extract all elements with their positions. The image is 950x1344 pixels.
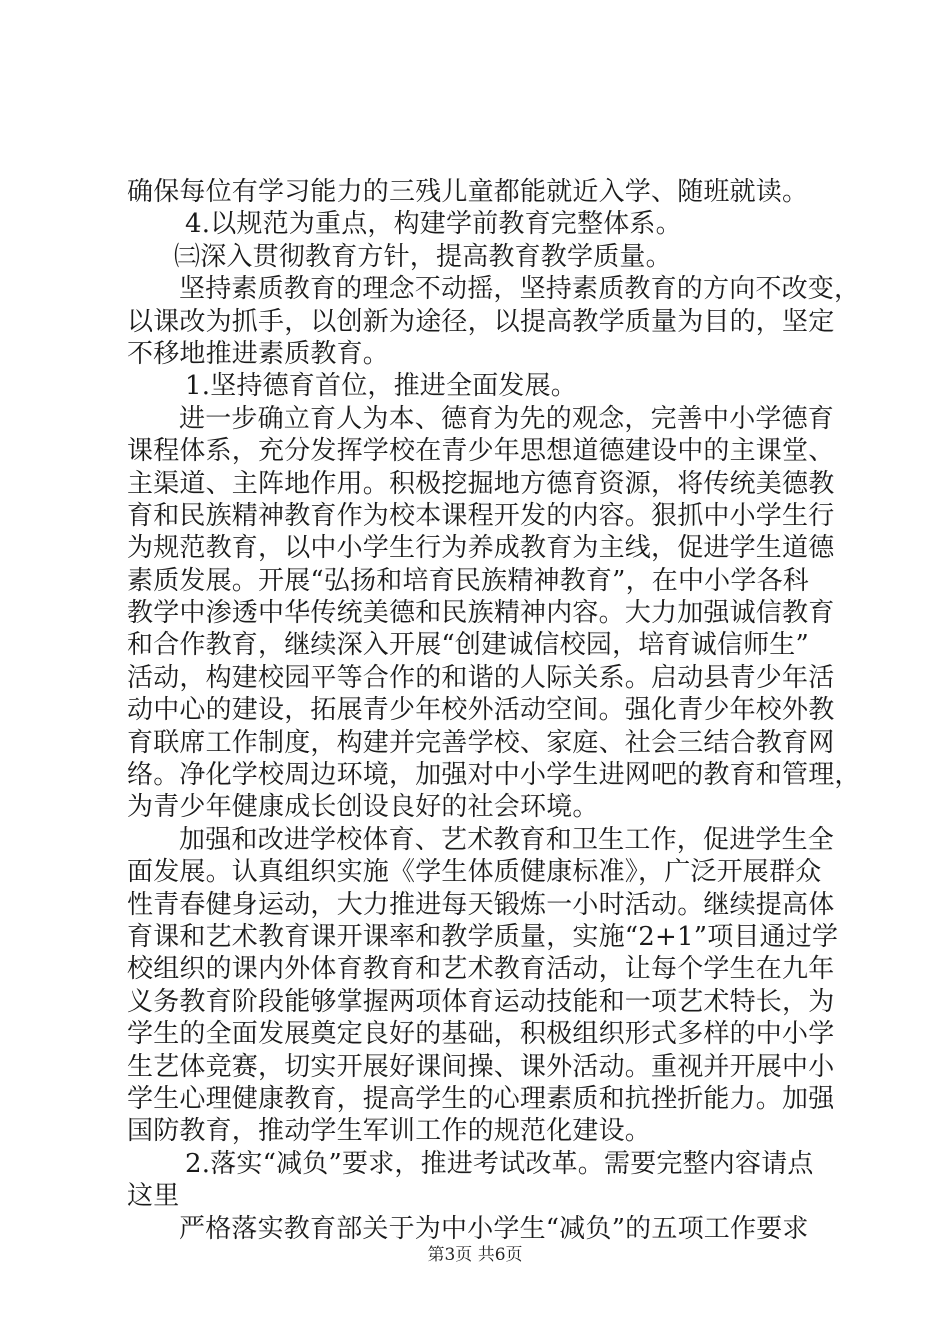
text-line: 络。净化学校周边环境，加强对中小学生进网吧的教育和管理， — [127, 760, 861, 791]
text-line: 为青少年健康成长创设良好的社会环境。 — [127, 792, 599, 823]
text-line: 为规范教育，以中小学生行为养成教育为主线，促进学生道德 — [127, 533, 835, 564]
text-line: 学生的全面发展奠定良好的基础，积极组织形式多样的中小学 — [127, 1019, 835, 1050]
text-line: 学生心理健康教育，提高学生的心理素质和抗挫折能力。加强 — [127, 1083, 835, 1114]
text-line: 校组织的课内外体育教育和艺术教育活动，让每个学生在九年 — [127, 954, 835, 985]
text-line: 主渠道、主阵地作用。积极挖掘地方德育资源，将传统美德教 — [127, 468, 835, 499]
text-line: 国防教育，推动学生军训工作的规范化建设。 — [127, 1116, 652, 1147]
paragraph-start: 加强和改进学校体育、艺术教育和卫生工作，促进学生全 — [179, 824, 835, 855]
text-line: 素质发展。开展“弘扬和培育民族精神教育”，在中小学各科 — [127, 565, 809, 596]
numbered-heading: 2.落实“减负”要求，推进考试改革。需要完整内容请点 — [185, 1148, 814, 1179]
text-line: 确保每位有学习能力的三残儿童都能就近入学、随班就读。 — [127, 177, 809, 207]
numbered-heading: 1.坚持德育首位，推进全面发展。 — [185, 371, 578, 402]
text-line: 课程体系，充分发挥学校在青少年思想道德建设中的主课堂、 — [127, 436, 835, 467]
text-line: 以课改为抓手，以创新为途径，以提高教学质量为目的，坚定 — [127, 306, 835, 337]
text-line: 育联席工作制度，构建并完善学校、家庭、社会三结合教育网 — [127, 727, 835, 758]
text-line: 育课和艺术教育课开课率和教学质量，实施“2+1”项目通过学 — [127, 921, 839, 952]
text-line: 和合作教育，继续深入开展“创建诚信校园，培育诚信师生” — [127, 630, 809, 661]
text-line: 性青春健身运动，大力推进每天锻炼一小时活动。继续提高体 — [127, 889, 835, 920]
text-line: 育和民族精神教育作为校本课程开发的内容。狠抓中小学生行 — [127, 500, 835, 531]
numbered-heading: 4.以规范为重点，构建学前教育完整体系。 — [185, 209, 682, 240]
text-line: 活动，构建校园平等合作的和谐的人际关系。启动县青少年活 — [127, 662, 835, 693]
text-line: 教学中渗透中华传统美德和民族精神内容。大力加强诚信教育 — [127, 598, 835, 629]
document-body — [127, 176, 861, 1245]
page-number-footer: 第3页 共6页 — [427, 1245, 523, 1265]
text-line: 面发展。认真组织实施《学生体质健康标准》，广泛开展群众 — [127, 857, 822, 888]
text-line: 不移地推进素质教育。 — [127, 338, 390, 369]
text-line: 这里 — [127, 1181, 180, 1212]
paragraph-start: 进一步确立育人为本、德育为先的观念，完善中小学德育 — [179, 403, 835, 434]
text-line: 生艺体竞赛，切实开展好课间操、课外活动。重视并开展中小 — [127, 1051, 835, 1082]
text-line: 义务教育阶段能够掌握两项体育运动技能和一项艺术特长，为 — [127, 986, 835, 1017]
section-heading: ㈢深入贯彻教育方针，提高教育教学质量。 — [174, 241, 672, 272]
paragraph-start: 严格落实教育部关于为中小学生“减负”的五项工作要求 — [179, 1213, 809, 1244]
text-line: 动中心的建设，拓展青少年校外活动空间。强化青少年校外教 — [127, 695, 835, 726]
paragraph-start: 坚持素质教育的理念不动摇，坚持素质教育的方向不改变， — [179, 274, 861, 305]
